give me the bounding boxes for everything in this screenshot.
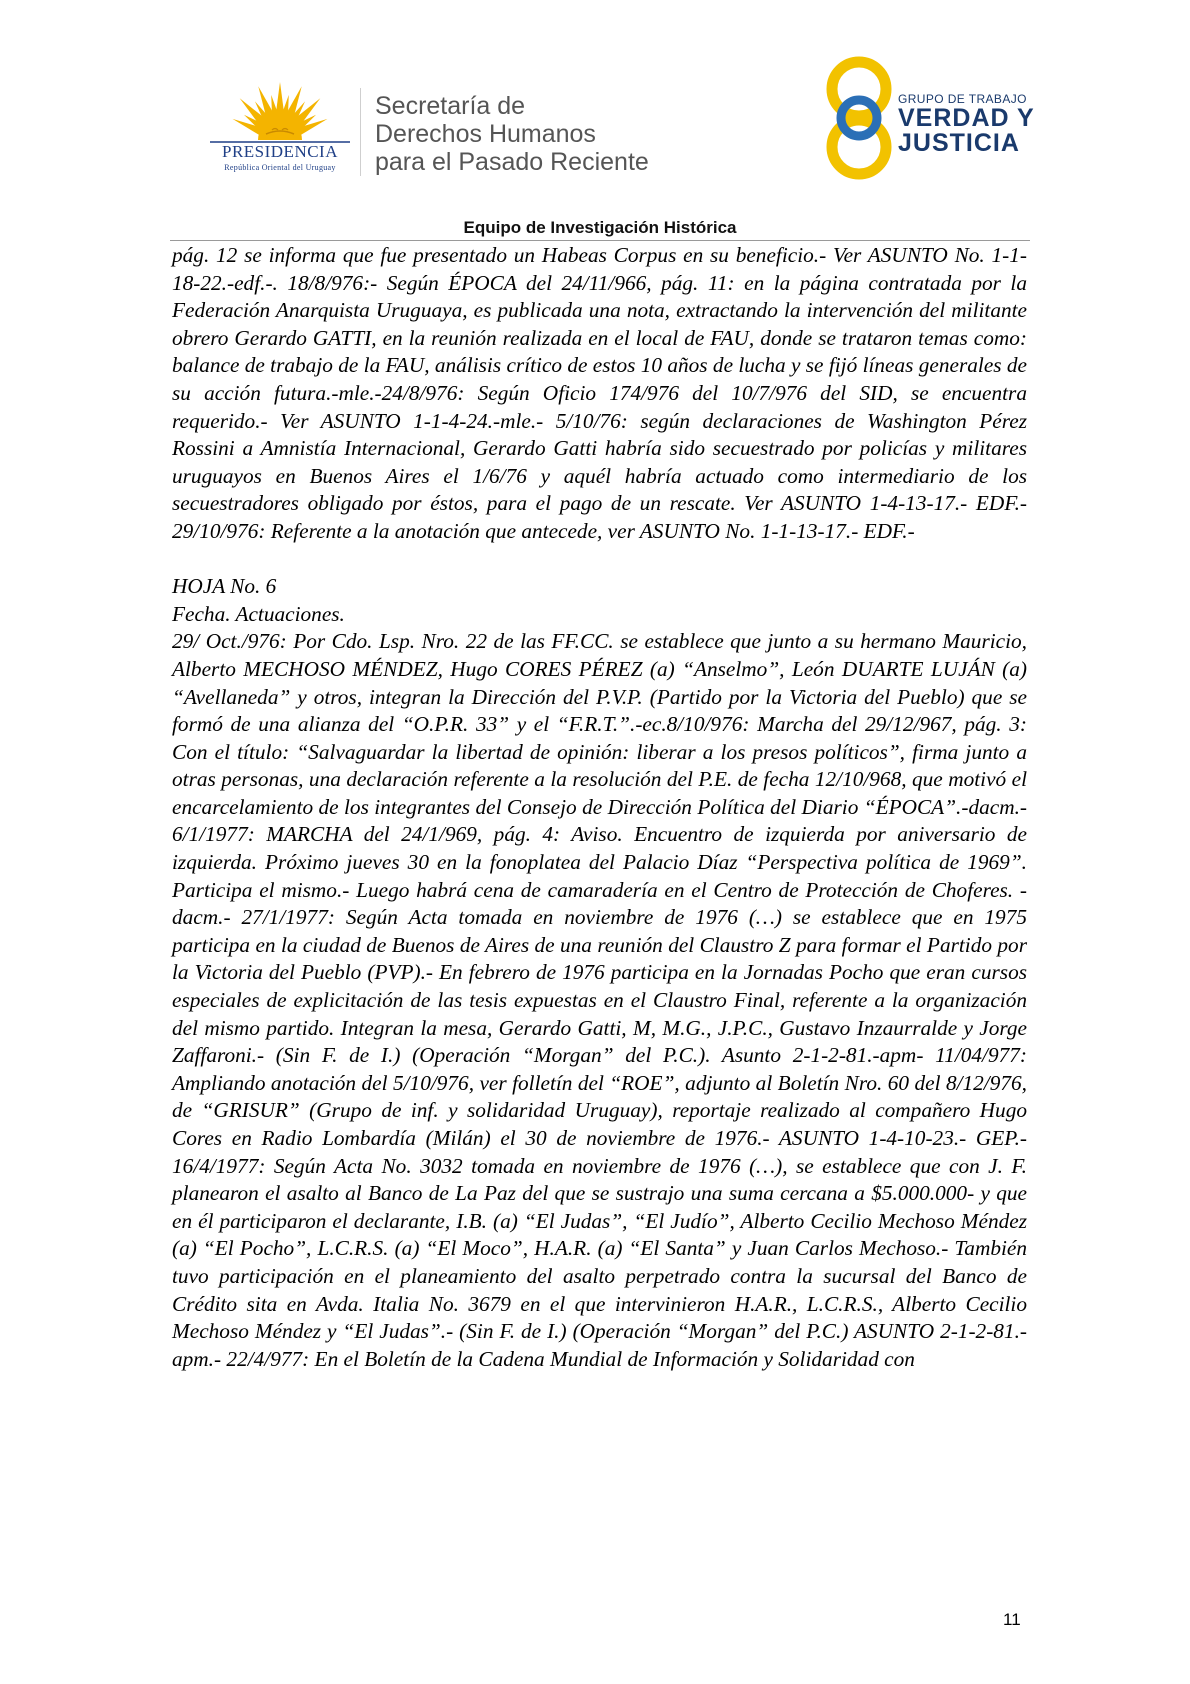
- header-rule: [170, 240, 1030, 241]
- presidencia-subtitle: República Oriental del Uruguay: [224, 163, 336, 172]
- fecha-heading: Fecha. Actuaciones.: [172, 601, 345, 626]
- page-header: [0, 0, 1190, 230]
- verdad-justicia-rings-logo-icon: [820, 55, 898, 183]
- grupo-trabajo-label: GRUPO DE TRABAJO: [898, 92, 1027, 106]
- blank-line: [172, 546, 1027, 574]
- document-body: [172, 242, 1027, 1373]
- justicia-label: JUSTICIA: [898, 129, 1020, 157]
- header-divider: [360, 88, 361, 176]
- page-number: 11: [1003, 1610, 1021, 1629]
- secretaria-line-2: Derechos Humanos: [375, 120, 596, 148]
- paragraph-actuaciones: 29/ Oct./976: Por Cdo. Lsp. Nro. 22 de las FF.CC. se establece que junto a su hermano Mauricio, Alberto MECHOSO MÉNDEZ, Hugo CORES PÉREZ (a) “Anselmo”, León DUARTE LUJÁN (a) “Avellaneda” y otros, integran la Dirección del P.V.P. (Partido por la Victoria del Pueblo) que se formó de una alianza del “O.P.R. 33” y el “F.R.T.”.-ec.8/10/976: Marcha del 29/12/967, pág. 3: Con el título: “Salvaguardar la libertad de opinión: liberar a los presos políticos”, firma junto a otras personas, una declaración referente a la resolución del P.E. de fecha 12/10/968, que motivó el encarcelamiento de los integrantes del Consejo de Dirección Política del Diario “ÉPOCA”.-dacm.- 6/1/1977: MARCHA del 24/1/969, pág. 4: Aviso. Encuentro de izquierda por aniversario de izquierda. Próximo jueves 30 en la fonoplatea del Palacio Díaz “Perspectiva política de 1969”. Participa el mismo.- Luego habrá cena de camaradería en el Centro de Protección de Choferes. -dacm.- 27/1/1977: Según Acta tomada en noviembre de 1976 (…) se establece que en 1975 participa en la ciudad de Buenos de Aires de una reunión del Claustro Z para formar el Partido por la Victoria del Pueblo (PVP).- En febrero de 1976 participa en la Jornadas Pocho que eran cursos especiales de explicitación de las tesis expuestas en el Claustro Final, referente a la organización del mismo partido. Integran la mesa, Gerardo Gatti, M, M.G., J.P.C., Gustavo Inzaurralde y Jorge Zaffaroni.- (Sin F. de I.) (Operación “Morgan” del P.C.). Asunto 2-1-2-81.-apm- 11/04/977: Ampliando anotación del 5/10/976, ver folletín del “ROE”, adjunto al Boletín Nro. 60 del 8/12/976, de “GRISUR” (Grupo de inf. y solidaridad Uruguay), reportaje realizado al compañero Hugo Cores en Radio Lombardía (Milán) el 30 de noviembre de 1976.- ASUNTO 1-4-10-23.- GEP.- 16/4/1977: Según Acta No. 3032 tomada en noviembre de 1976 (…), se establece que con J. F. planearon el asalto al Banco de La Paz del que se sustrajo una suma cercana a $5.000.000- y que en él participaron el declarante, I.B. (a) “El Judas”, “El Judío”, Alberto Cecilio Mechoso Méndez (a) “El Pocho”, L.C.R.S. (a) “El Moco”, H.A.R. (a) “El Santa” y Juan Carlos Mechoso.- También tuvo participación en el planeamiento del asalto perpetrado contra la sucursal del Banco de Crédito sita en Avda. Italia No. 3679 en el que intervinieron H.A.R., L.C.R.S., Alberto Cecilio Mechoso Méndez y “El Judas”.- (Sin F. de I.) (Operación “Morgan” del P.C.) ASUNTO 2-1-2-81.-apm.- 22/4/977: En el Boletín de la Cadena Mundial de Información y Solidaridad con: [172, 629, 1027, 1371]
- team-title: Equipo de Investigación Histórica: [463, 218, 737, 237]
- presidencia-wordmark: [195, 142, 365, 172]
- secretaria-wordmark: [375, 92, 649, 176]
- presidencia-title: PRESIDENCIA: [221, 142, 338, 161]
- verdad-justicia-wordmark: [898, 92, 1035, 156]
- verdad-label: VERDAD Y: [898, 104, 1035, 132]
- secretaria-line-1: Secretaría de: [375, 92, 526, 120]
- secretaria-line-3: para el Pasado Reciente: [375, 148, 649, 176]
- hoja-heading: HOJA No. 6: [172, 574, 277, 599]
- paragraph-continued: pág. 12 se informa que fue presentado un Habeas Corpus en su beneficio.- Ver ASUNTO No. 1-1-18-22.-edf.-. 18/8/976:- Según ÉPOCA del 24/11/966, pág. 11: en la página contratada por la Federación Anarquista Uruguaya, es publicada una nota, extractando la intervención del militante obrero Gerardo GATTI, en la reunión realizada en el local de FAU, donde se trataron temas como: balance de trabajo de la FAU, análisis crítico de estos 10 años de lucha y se fijó líneas generales de su acción futura.-mle.-24/8/976: Según Oficio 174/976 del 10/7/976 del SID, se encuentra requerido.- Ver ASUNTO 1-1-4-24.-mle.- 5/10/76: según declaraciones de Washington Pérez Rossini a Amnistía Internacional, Gerardo Gatti habría sido secuestrado por policías y militares uruguayos en Buenos Aires el 1/6/76 y aquél habría actuado como intermediario de los secuestradores obligado por éstos, para el pago de un rescate. Ver ASUNTO 1-4-13-17.- EDF.- 29/10/976: Referente a la anotación que antecede, ver ASUNTO No. 1-1-13-17.- EDF.-: [172, 243, 1027, 543]
